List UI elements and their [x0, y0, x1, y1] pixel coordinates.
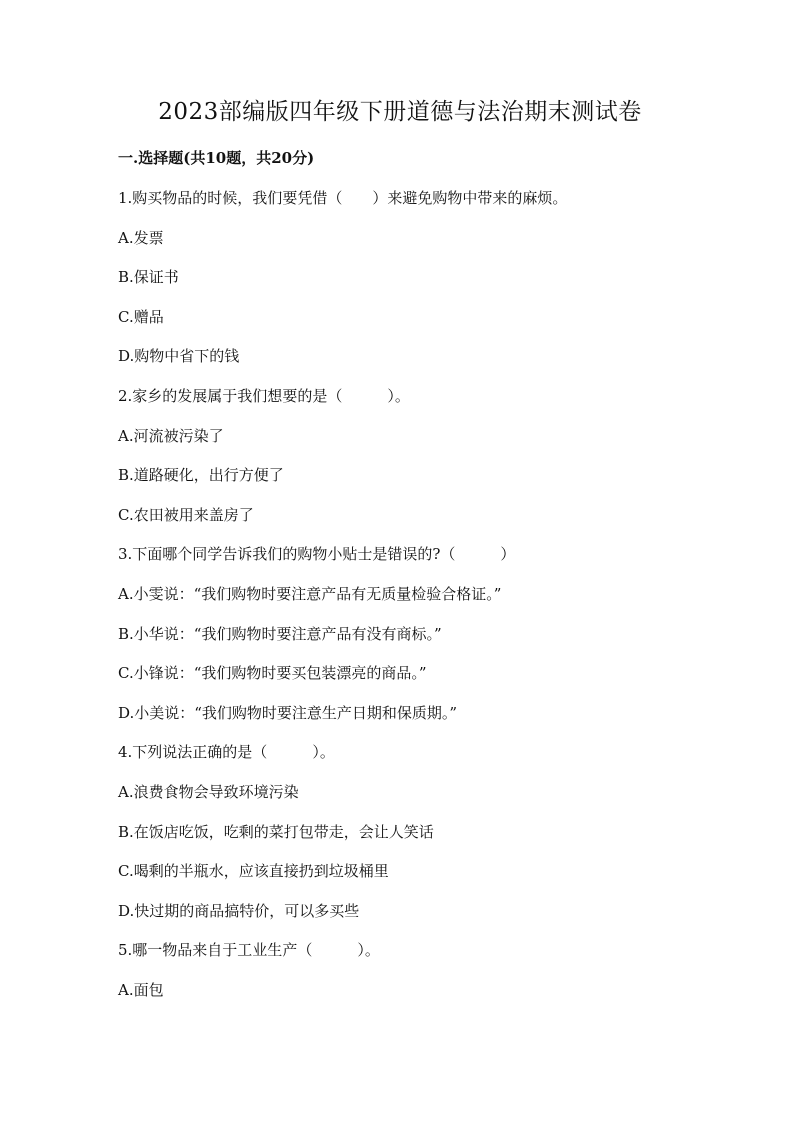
question-1-option-d: D.购物中省下的钱	[118, 347, 240, 365]
question-1-stem: 1.购买物品的时候，我们要凭借（ ）来避免购物中带来的麻烦。	[118, 189, 568, 207]
question-3-option-d: D.小美说：“我们购物时要注意生产日期和保质期。”	[118, 704, 458, 722]
question-2-stem: 2.家乡的发展属于我们想要的是（ ）。	[118, 387, 410, 405]
section-heading: 一.选择题(共10题，共20分)	[118, 149, 315, 167]
question-1-option-a: A.发票	[118, 229, 164, 247]
question-4-stem: 4.下列说法正确的是（ ）。	[118, 743, 335, 761]
question-3-option-c: C.小锋说：“我们购物时要买包装漂亮的商品。”	[118, 664, 427, 682]
question-5-option-a: A.面包	[118, 981, 164, 999]
question-4-option-d: D.快过期的商品搞特价，可以多买些	[118, 902, 360, 920]
question-1-option-c: C.赠品	[118, 308, 164, 326]
exam-title: 2023部编版四年级下册道德与法治期末测试卷	[158, 99, 642, 125]
question-5-stem: 5.哪一物品来自于工业生产（ ）。	[118, 941, 380, 959]
question-1-option-b: B.保证书	[118, 268, 179, 286]
question-3-option-b: B.小华说：“我们购物时要注意产品有没有商标。”	[118, 625, 442, 643]
question-4-option-a: A.浪费食物会导致环境污染	[118, 783, 299, 801]
question-4-option-b: B.在饭店吃饭，吃剩的菜打包带走，会让人笑话	[118, 823, 434, 841]
question-3-stem: 3.下面哪个同学告诉我们的购物小贴士是错误的?（ ）	[118, 545, 516, 563]
question-2-option-c: C.农田被用来盖房了	[118, 506, 254, 524]
question-2-option-a: A.河流被污染了	[118, 427, 224, 445]
question-4-option-c: C.喝剩的半瓶水，应该直接扔到垃圾桶里	[118, 862, 389, 880]
question-2-option-b: B.道路硬化，出行方便了	[118, 466, 284, 484]
question-3-option-a: A.小雯说：“我们购物时要注意产品有无质量检验合格证。”	[118, 585, 502, 603]
